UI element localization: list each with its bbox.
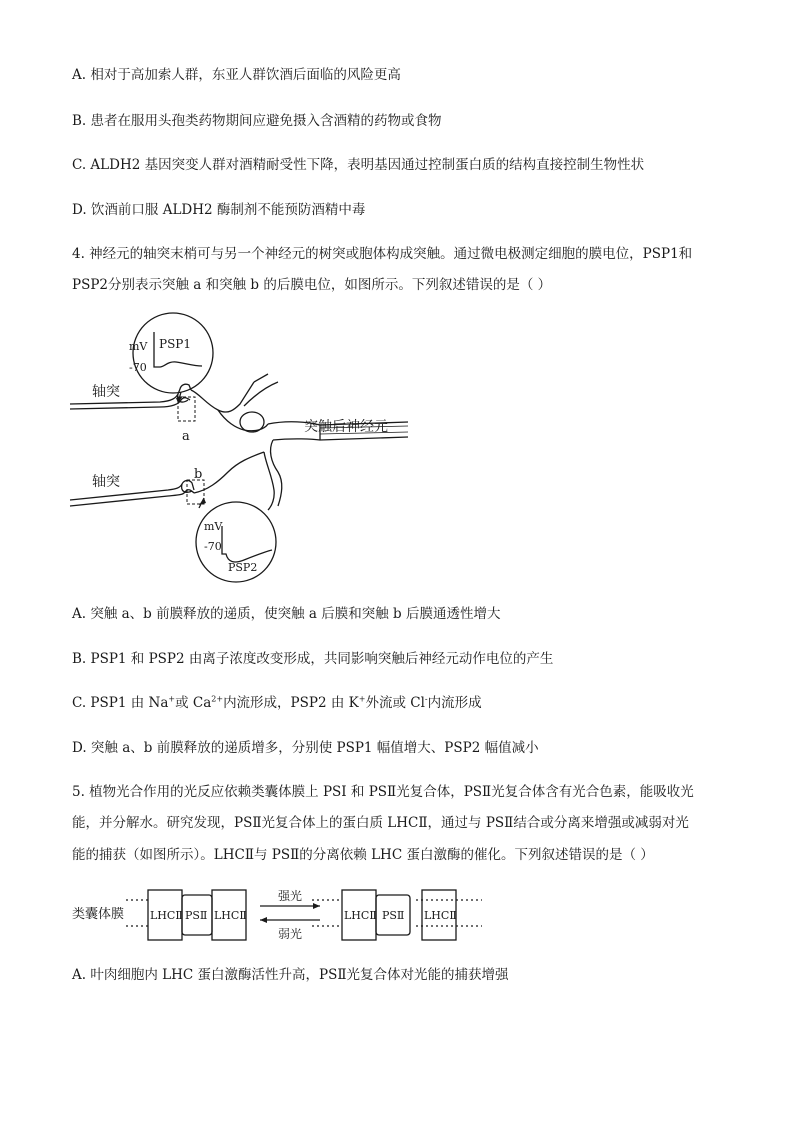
membrane-label: 类囊体膜 — [72, 907, 125, 922]
q3-option-a: A. 相对于高加索人群，东亚人群饮酒后面临的风险更高 — [72, 67, 401, 83]
postsynaptic-neuron-label: 突触后神经元 — [304, 419, 388, 435]
neuron-synapse-figure — [68, 312, 410, 586]
psp2-unit: mV — [204, 520, 223, 533]
q4-stem-line2: PSP2分别表示突触 a 和突触 b 的后膜电位，如图所示。下列叙述错误的是（ ） — [72, 277, 552, 293]
strong-light-label: 强光 — [278, 889, 303, 903]
q4-option-c: C. PSP1 由 Na+或 $Ca^{2+}$内流形成，PSP2 由 K+外流或 Cl-内流形成 — [72, 694, 482, 711]
right-lhc1-label: LHCⅡ — [344, 909, 377, 922]
q3-option-c: C. ALDH2 基因突变人群对酒精耐受性下降，表明基因通过控制蛋白质的结构直接控制生物性状 — [72, 157, 645, 173]
psp2-value: -70 — [204, 540, 222, 553]
q5-stem-line1: 5. 植物光合作用的光反应依赖类囊体膜上 PSI 和 PSⅡ光复合体，PSⅡ光复合体含有光合色素，能吸收光 — [72, 784, 694, 800]
q5-option-a: A. 叶肉细胞内 LHC 蛋白激酶活性升高，PSⅡ光复合体对光能的捕获增强 — [72, 967, 509, 983]
left-lhc1-label: LHCⅡ — [150, 909, 183, 922]
right-lhc2-label: LHCⅡ — [424, 909, 457, 922]
right-ps-label: PSⅡ — [382, 909, 405, 922]
psp1-value: -70 — [129, 361, 147, 374]
q5-stem-line3: 能的捕获（如图所示）。LHCⅡ与 PSⅡ的分离依赖 LHC 蛋白激酶的催化。下列叙述错误的是（ ） — [72, 847, 654, 863]
synapse-b-label: b — [194, 467, 203, 482]
q4-stem-line1: 4. 神经元的轴突末梢可与另一个神经元的树突或胞体构成突触。通过微电极测定细胞的膜电位，PSP1和 — [72, 246, 693, 262]
left-lhc2-label: LHCⅡ — [214, 909, 247, 922]
axon-label-top: 轴突 — [92, 384, 120, 400]
weak-light-label: 弱光 — [278, 927, 303, 941]
psp1-label: PSP1 — [159, 337, 192, 351]
psp2-label: PSP2 — [228, 561, 258, 574]
axon-label-bottom: 轴突 — [92, 474, 120, 490]
q3-option-b: B. 患者在服用头孢类药物期间应避免摄入含酒精的药物或食物 — [72, 113, 442, 129]
q3-option-d: D. 饮酒前口服 ALDH2 酶制剂不能预防酒精中毒 — [72, 202, 366, 218]
synapse-a-label: a — [182, 429, 190, 444]
thylakoid-membrane-figure — [68, 880, 488, 950]
q4-option-d: D. 突触 a、b 前膜释放的递质增多，分别使 PSP1 幅值增大、PSP2 幅值减小 — [72, 740, 539, 756]
left-ps-label: PSⅡ — [185, 909, 208, 922]
psp1-unit: mV — [129, 340, 148, 353]
q5-stem-line2: 能，并分解水。研究发现，PSⅡ光复合体上的蛋白质 LHCⅡ，通过与 PSⅡ结合或分离来增强或减弱对光 — [72, 815, 689, 831]
q4-option-a: A. 突触 a、b 前膜释放的递质，使突触 a 后膜和突触 b 后膜通透性增大 — [72, 606, 501, 622]
q4-option-b: B. PSP1 和 PSP2 由离子浓度改变形成，共同影响突触后神经元动作电位的产生 — [72, 651, 554, 667]
